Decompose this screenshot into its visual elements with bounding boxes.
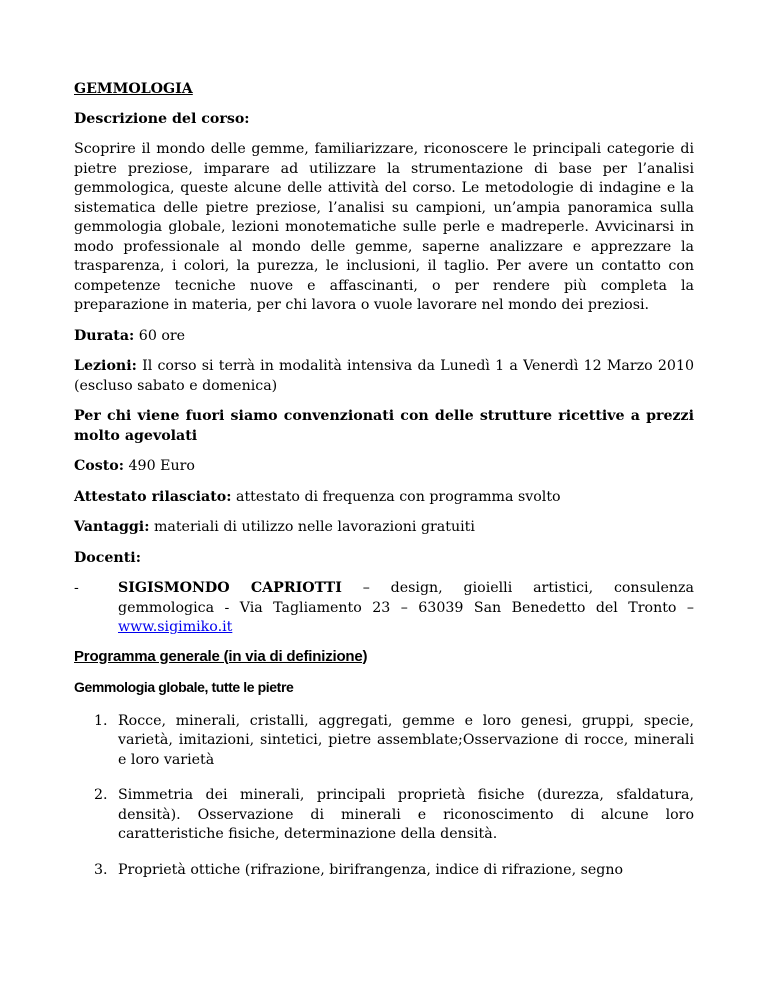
vantaggi-value: materiali di utilizzo nelle lavorazioni gratuiti	[149, 519, 475, 535]
programma-item-number: 2.	[94, 787, 108, 803]
docenti-label: Docenti:	[74, 549, 141, 566]
attestato-value: attestato di frequenza con programma svolto	[231, 488, 561, 505]
descrizione-label: Descrizione del corso:	[74, 110, 250, 127]
costo-label: Costo:	[74, 458, 124, 474]
lezioni-label: Lezioni:	[74, 358, 137, 374]
durata-label: Durata:	[74, 327, 135, 344]
attestato-label: Attestato rilasciato:	[74, 488, 232, 505]
costo-line	[74, 457, 694, 477]
programma-item-number: 3.	[94, 861, 108, 878]
vantaggi-line	[74, 518, 694, 538]
programma-heading: Programma generale (in via di definizione)	[74, 647, 368, 665]
docente-desc: – design, gioielli artistici, consulenza gemmologica - Via Tagliamento 23 – 63039 San Benedetto del Tronto –	[118, 580, 694, 616]
document-title: GEMMOLOGIA	[74, 81, 193, 97]
descrizione-text: Scoprire il mondo delle gemme, familiarizzare, riconoscere le principali categorie di pietre preziose, imparare ad utilizzare la strumentazione di base per l’analisi gemmologica, queste alcune delle attività del corso. Le metodologie di indagine e la sistematica delle pietre preziose, l’analisi su campioni, un’ampia panoramica sulla gemmologia globale, lezioni monotematiche sulle perle e madreperle. Avvicinarsi in modo professionale al mondo delle gemme, saperne analizzare e apprezzare la trasparenza, i colori, la purezza, le inclusioni, il taglio. Per avere un contatto con competenze tecniche nuove e affascinanti, o per rendere più completa la preparazione in materia, per chi lavora o vuole lavorare nel mondo dei preziosi.	[74, 141, 694, 313]
lezioni-value: Il corso si terrà in modalità intensiva da Lunedì 1 a Venerdì 12 Marzo 2010 (escluso sabato e domenica)	[74, 358, 694, 394]
convenzione-note: Per chi viene fuori siamo convenzionati con delle strutture ricettive a prezzi molto agevolati	[74, 408, 694, 444]
docente-website-link[interactable]: www.sigimiko.it	[118, 619, 233, 635]
lezioni-line	[74, 357, 694, 396]
vantaggi-label: Vantaggi:	[74, 519, 150, 535]
docente-name: SIGISMONDO CAPRIOTTI	[118, 580, 342, 596]
programma-item-text: Rocce, minerali, cristalli, aggregati, gemme e loro genesi, gruppi, specie, varietà, imitazioni, sintetici, pietre assemblate;Osservazione di rocce, minerali e loro varietà	[118, 712, 694, 768]
programma-item	[74, 712, 694, 771]
programma-item-number: 1.	[94, 712, 108, 729]
programma-item-text: Proprietà ottiche (rifrazione, birifrangenza, indice di rifrazione, segno	[118, 861, 624, 878]
attestato-line	[74, 488, 694, 508]
docente-text	[118, 579, 694, 638]
programma-item	[74, 786, 694, 845]
costo-value: 490 Euro	[124, 458, 195, 474]
document-page	[74, 80, 694, 896]
docente-dash: -	[74, 580, 79, 596]
programma-subheading: Gemmologia globale, tutte le pietre	[74, 679, 294, 695]
durata-value: 60 ore	[134, 327, 186, 344]
docente-item	[74, 579, 694, 638]
durata-line	[74, 327, 694, 347]
programma-item	[74, 861, 694, 881]
programma-item-text: Simmetria dei minerali, principali proprietà fisiche (durezza, sfaldatura, densità). Osservazione di minerali e riconoscimento di alcune loro caratteristiche fisiche, determinazione della densità.	[118, 787, 694, 842]
